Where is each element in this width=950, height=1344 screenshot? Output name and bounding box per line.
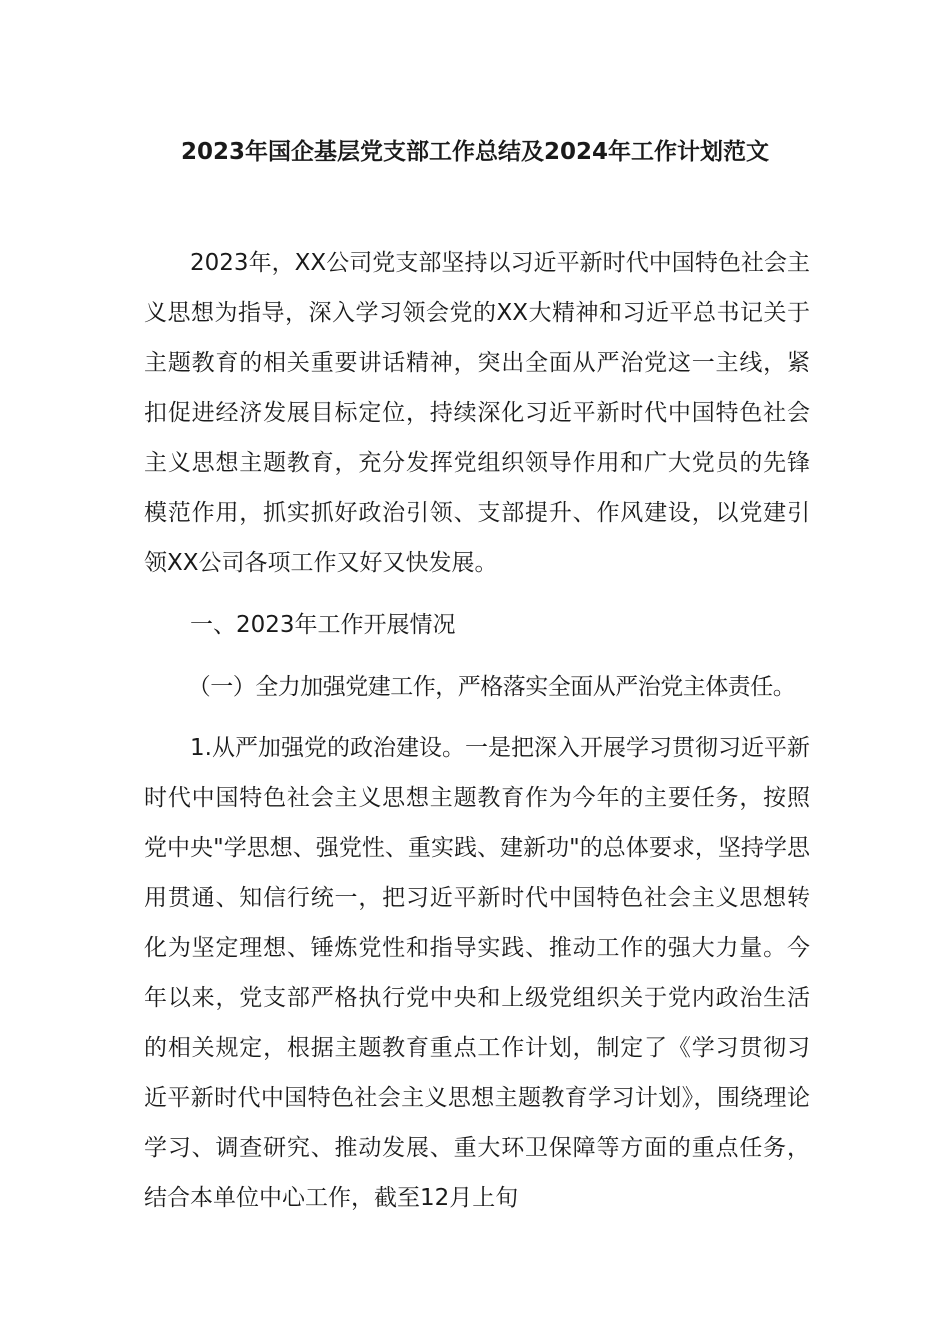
item-paragraph: 1.从严加强党的政治建设。一是把深入开展学习贯彻习近平新时代中国特色社会主义思想主题教育作为今年的主要任务，按照党中央"学思想、强党性、重实践、建新功"的总体要求，坚持学思用贯通、知信行统一，把习近平新时代中国特色社会主义思想转化为坚定理想、锤炼党性和指导实践、推动工作的强大力量。今年以来，党支部严格执行党中央和上级党组织关于党内政治生活的相关规定，根据主题教育重点工作计划，制定了《学习贯彻习近平新时代中国特色社会主义思想主题教育学习计划》，围绕理论学习、调查研究、推动发展、重大环卫保障等方面的重点任务，结合本单位中心工作，截至12月上旬	[144, 735, 810, 1211]
intro-paragraph: 2023年，XX公司党支部坚持以习近平新时代中国特色社会主义思想为指导，深入学习领会党的XX大精神和习近平总书记关于主题教育的相关重要讲话精神，突出全面从严治党这一主线，紧扣促进经济发展目标定位，持续深化习近平新时代中国特色社会主义思想主题教育，充分发挥党组织领导作用和广大党员的先锋模范作用，抓实抓好政治引领、支部提升、作风建设，以党建引领XX公司各项工作又好又快发展。	[144, 250, 810, 576]
section-heading: 一、2023年工作开展情况	[190, 612, 456, 638]
document-title: 2023年国企基层党支部工作总结及2024年工作计划范文	[180, 139, 770, 165]
subsection-heading: （一）全力加强党建工作，严格落实全面从严治党主体责任。	[187, 674, 796, 700]
